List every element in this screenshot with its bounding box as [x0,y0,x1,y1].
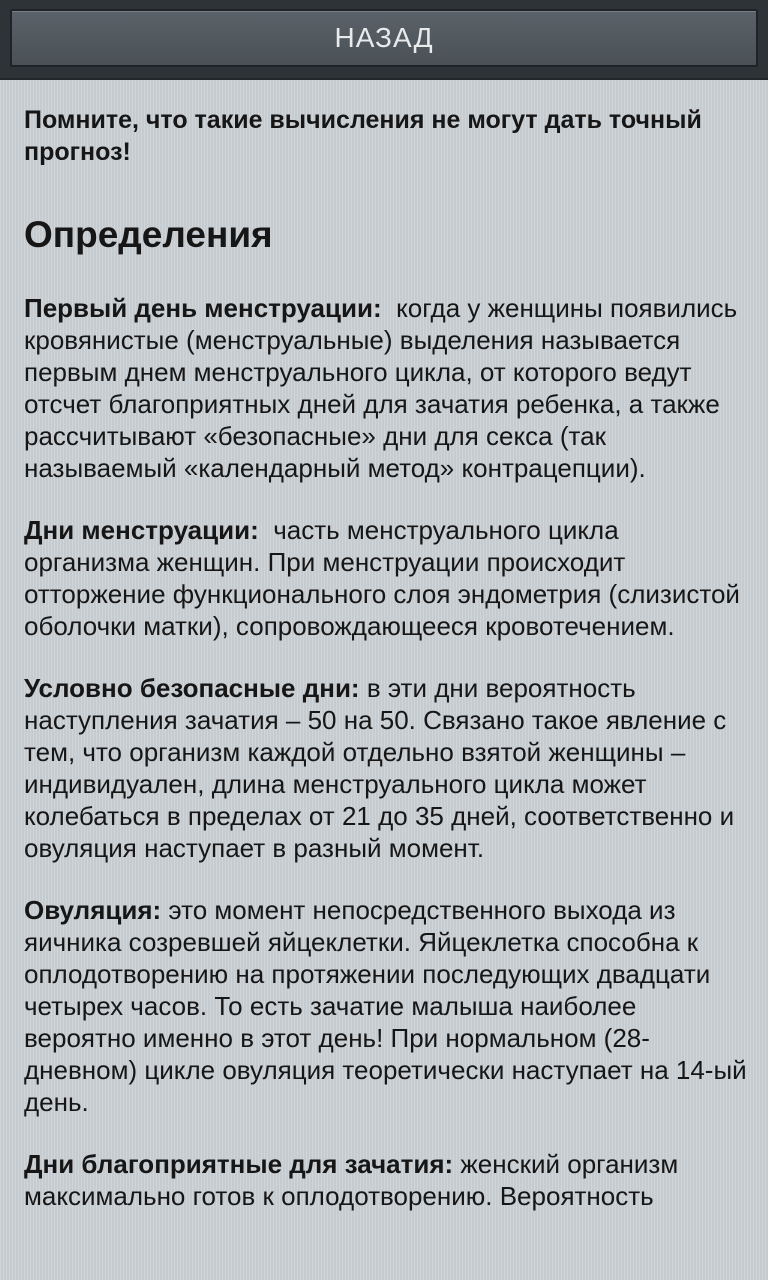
definition-first-day [24,292,748,484]
top-bar [0,0,768,80]
definition-fertile-days [24,1148,748,1212]
definition-term: Овуляция: [24,895,162,925]
back-button[interactable]: НАЗАД [10,9,758,67]
definition-ovulation [24,894,748,1118]
definition-term: Условно безопасные дни: [24,673,360,703]
definition-text: это момент непосредственного выхода из яичника созревшей яйцеклетки. Яйцеклетка способна к оплодотворению на протяжении последующих двадцати четырех часов. То есть зачатие малыша наиболее вероятно именно в этот день! При нормальном (28-дневном) цикле овуляция теоретически наступает на 14-ый день. [24,895,747,1117]
definition-text: в эти дни вероятность наступления зачатия – 50 на 50. Связано такое явление с тем, что организм каждой отдельно взятой женщины – индивидуален, длина менструального цикла может колебаться в пределах от 21 до 35 дней, соответственно и овуляция наступает в разный момент. [24,673,735,863]
definition-text: женский организм максимально готов к оплодотворению. Вероятность [24,1149,679,1211]
definitions-heading: Определения [24,214,273,255]
definition-term: Дни менструации: [24,515,259,545]
content-area [24,104,748,1242]
definition-safe-days [24,672,748,864]
definition-term: Дни благоприятные для зачатия: [24,1149,454,1179]
definition-text: когда у женщины появились кровянистые (менструальные) выделения называется первым днем менструального цикла, от которого ведут отсчет благоприятных дней для зачатия ребенка, а также рассчитывают «безопасные» дни для секса (так называемый «календарный метод» контрацепции). [24,293,738,483]
definition-text: часть менструального цикла организма женщин. При менструации происходит отторжение функционального слоя эндометрия (слизистой оболочки матки), сопровождающееся кровотечением. [24,515,740,641]
warning-text: Помните, что такие вычисления не могут дать точный прогноз! [24,106,702,166]
definition-term: Первый день менструации: [24,293,382,323]
definition-menstruation-days [24,514,748,642]
